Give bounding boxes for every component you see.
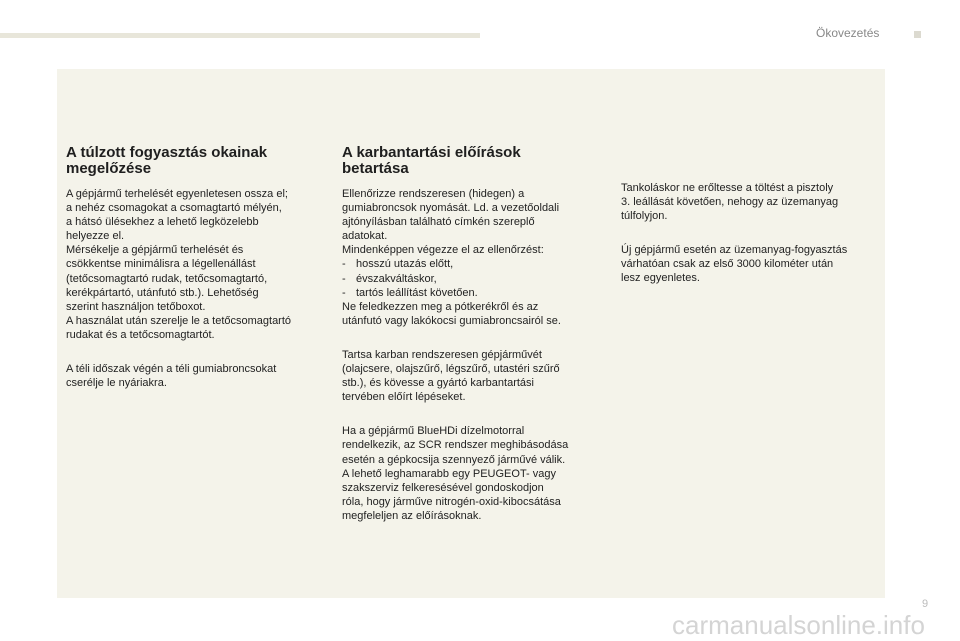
text-line: Tankoláskor ne erőltesse a töltést a pisztoly — [621, 182, 834, 194]
text-line: stb.), és kövesse a gyártó karbantartási — [342, 377, 534, 390]
bullet-dash: - — [342, 258, 346, 271]
text-line: túlfolyjon. — [621, 210, 668, 223]
text-line: A téli időszak végén a téli gumiabroncsokat — [66, 363, 277, 376]
bullet-text: évszakváltáskor, — [356, 272, 437, 285]
heading-line: A karbantartási előírások — [342, 144, 521, 161]
text-line: A lehető leghamarabb egy PEUGEOT- vagy — [342, 467, 557, 480]
text-line: Tartsa karban rendszeresen gépjárművét — [342, 348, 542, 361]
text-line: esetén a gépkocsija szennyező járművé válik. — [342, 453, 566, 466]
bullet-text: hosszú utazás előtt, — [356, 258, 454, 271]
section-title: Ökovezetés — [816, 26, 880, 40]
text-line: Ha a gépjármű BlueHDi dízelmotorral — [342, 425, 525, 438]
text-line: a hátsó ülésekhez a lehető legközelebb — [66, 216, 259, 229]
text-line: 3. leállását követően, nehogy az üzemanyag — [621, 196, 839, 209]
bullet-item — [342, 272, 608, 286]
column-3 — [621, 181, 883, 306]
paragraph — [66, 187, 331, 342]
text-line: Mindenképpen végezze el az ellenőrzést: — [342, 244, 544, 257]
text-line: megfeleljen az előírásoknak. — [342, 509, 482, 522]
text-line: helyezze el. — [66, 230, 125, 243]
heading-line: betartása — [342, 160, 409, 177]
column-1 — [66, 145, 331, 410]
text-line: tervében előírt lépéseket. — [342, 391, 466, 404]
text-line: kerékpártartó, utánfutó stb.). Lehetőség — [66, 286, 259, 299]
column-heading — [342, 145, 608, 177]
text-line: Mérsékelje a gépjármű terhelését és — [66, 244, 244, 257]
bullet-item — [342, 286, 608, 300]
text-line: cserélje le nyáriakra. — [66, 377, 167, 390]
text-line: utánfutó vagy lakókocsi gumiabroncsairól se. — [342, 314, 561, 327]
text-line: a nehéz csomagokat a csomagtartó mélyén, — [66, 202, 282, 215]
bullet-text: tartós leállítást követően. — [356, 286, 478, 299]
text-line: csökkentse minimálisra a légellenállást — [66, 258, 256, 271]
text-line: gumiabroncsok nyomását. Ld. a vezetőoldali — [342, 202, 560, 215]
heading-line: megelőzése — [66, 160, 152, 177]
paragraph — [342, 187, 608, 328]
text-line: szerint használjon tetőboxot. — [66, 300, 206, 313]
page-number: 9 — [922, 598, 929, 610]
section-marker — [914, 31, 921, 38]
paragraph — [66, 362, 331, 390]
watermark: carmanualsonline.info — [672, 610, 925, 640]
text-line: Új gépjármű esetén az üzemanyag-fogyasztás — [621, 244, 848, 257]
text-line: (tetőcsomagtartó rudak, tetőcsomagtartó, — [66, 272, 268, 285]
heading-line: A túlzott fogyasztás okainak — [66, 144, 268, 161]
column-2 — [342, 145, 608, 543]
bullet-item — [342, 257, 608, 271]
text-line: ajtónyílásban található címkén szereplő — [342, 216, 535, 229]
text-line: (olajcsere, olajszűrő, légszűrő, utastéri szűrő — [342, 363, 560, 376]
paragraph — [621, 181, 883, 223]
text-line: Ne feledkezzen meg a pótkerékről és az — [342, 300, 539, 313]
paragraph — [621, 243, 883, 285]
text-line: rendelkezik, az SCR rendszer meghibásodása — [342, 439, 569, 452]
bullet-dash: - — [342, 272, 346, 285]
text-line: várhatóan csak az első 3000 kilométer után — [621, 258, 834, 271]
bullet-dash: - — [342, 286, 346, 299]
text-line: rudakat és a tetőcsomagtartót. — [66, 328, 215, 341]
text-line: szakszerviz felkeresésével gondoskodjon — [342, 481, 544, 494]
column-heading — [66, 145, 331, 177]
text-line: adatokat. — [342, 230, 388, 243]
text-line: róla, hogy járműve nitrogén-oxid-kibocsátása — [342, 495, 561, 508]
paragraph — [342, 348, 608, 404]
text-line: Ellenőrizze rendszeresen (hidegen) a — [342, 188, 525, 200]
text-line: lesz egyenletes. — [621, 272, 700, 285]
text-line: A gépjármű terhelését egyenletesen ossza el; — [66, 188, 288, 200]
text-line: A használat után szerelje le a tetőcsomagtartó — [66, 314, 292, 327]
header-rule — [0, 33, 480, 38]
paragraph — [342, 424, 608, 523]
